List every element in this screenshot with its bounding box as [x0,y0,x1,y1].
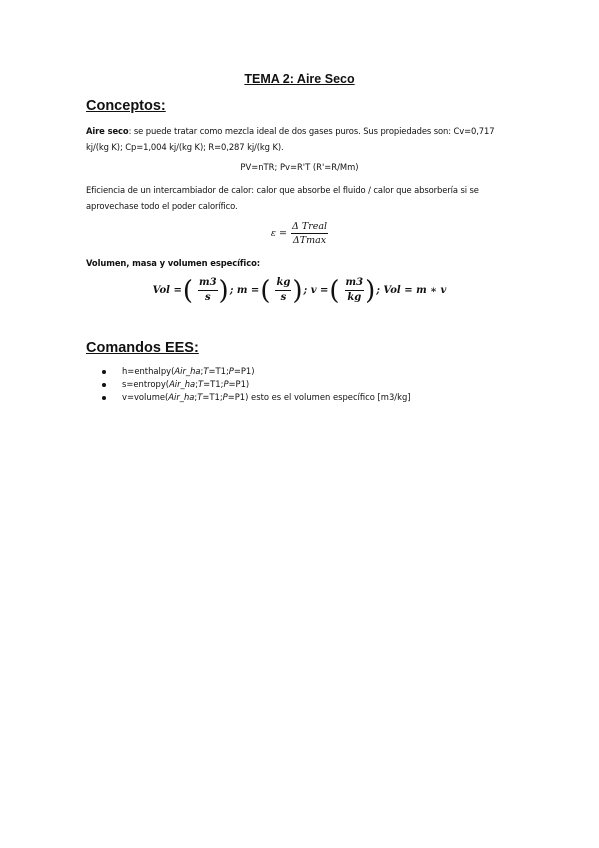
efficiency-equation [0,221,599,246]
efficiency-fraction [291,221,328,246]
gas-law-line: PV=nTR; Pv=R'T (R'=R/Mm) [240,162,359,172]
specific-volume-lhs: ; v = [303,285,329,296]
fluid-name: Air_ha [169,379,196,390]
efficiency-lhs: ε = [270,228,287,239]
aire-seco-text: : se puede tratar como mezcla ideal de dos gases puros. Sus propiedades son: Cv=0,717 kj/(kg K); Cp=1,004 kj/(kg K); R=0,287 kj/(kg K). [86,126,495,152]
fluid-name: Air_ha [174,366,201,376]
param-t-value: =T1; [208,366,229,376]
separator: ; [195,379,199,390]
efficiency-denominator: ΔTmax [292,235,327,246]
bullet-icon [102,396,106,400]
close-paren: ) [218,275,229,306]
close-paren: ) [365,275,376,306]
separator: ; [194,392,198,403]
specific-volume-numerator: m3 [345,277,365,291]
param-p: P [222,392,228,403]
aire-seco-label: Aire seco [86,126,129,136]
command-text: s=entropy( [122,379,170,390]
section-heading-conceptos: Conceptos: [86,98,166,114]
close-paren: ) [292,275,303,306]
param-p-value: =P1) esto es el volumen específico [m3/kg] [227,392,411,403]
command-text: h=enthalpy( [122,366,175,376]
fluid-name: Air_ha [168,392,195,403]
param-t-value: =T1; [202,392,223,403]
efficiency-numerator: Δ Treal [291,221,328,232]
mass-numerator: kg [275,277,291,291]
specific-volume-fraction [345,277,365,304]
param-t: T [198,379,204,390]
command-text: v=volume( [122,392,169,403]
efficiency-paragraph: Eficiencia de un intercambiador de calor: calor que absorbe el fluido / calor que absorbería si se aprovechase todo el poder calorífico. [86,185,479,211]
open-paren: ( [182,275,193,306]
bullet-icon [102,370,106,374]
param-p: P [228,366,234,376]
param-p-value: =P1) [228,379,250,390]
ees-commands-list [100,365,411,405]
param-t: T [197,392,203,403]
param-t: T [203,366,209,376]
mass-denominator: s [280,292,287,303]
mass-fraction [275,277,291,304]
volume-equation [0,277,599,304]
list-item [100,391,411,404]
specific-volume-denominator: kg [347,292,362,303]
open-paren: ( [260,275,271,306]
section-heading-comandos: Comandos EES: [86,340,199,356]
list-item [100,365,411,378]
bullet-icon [102,383,106,387]
aire-seco-paragraph [86,124,516,155]
mass-lhs: ; m = [229,285,260,296]
open-paren: ( [329,275,340,306]
list-item [100,378,411,391]
page-title: TEMA 2: Aire Seco [244,72,355,86]
vol-lhs: Vol = [152,285,182,296]
param-p-value: =P1) [233,366,255,376]
volume-heading: Volumen, masa y volumen específico: [86,258,260,268]
vol-numerator: m3 [198,277,218,291]
vol-fraction [198,277,218,304]
param-p: P [223,379,229,390]
vol-denominator: s [204,292,211,303]
separator: ; [200,366,204,376]
volume-product: ; Vol = m ∗ v [376,285,447,296]
param-t-value: =T1; [203,379,224,390]
